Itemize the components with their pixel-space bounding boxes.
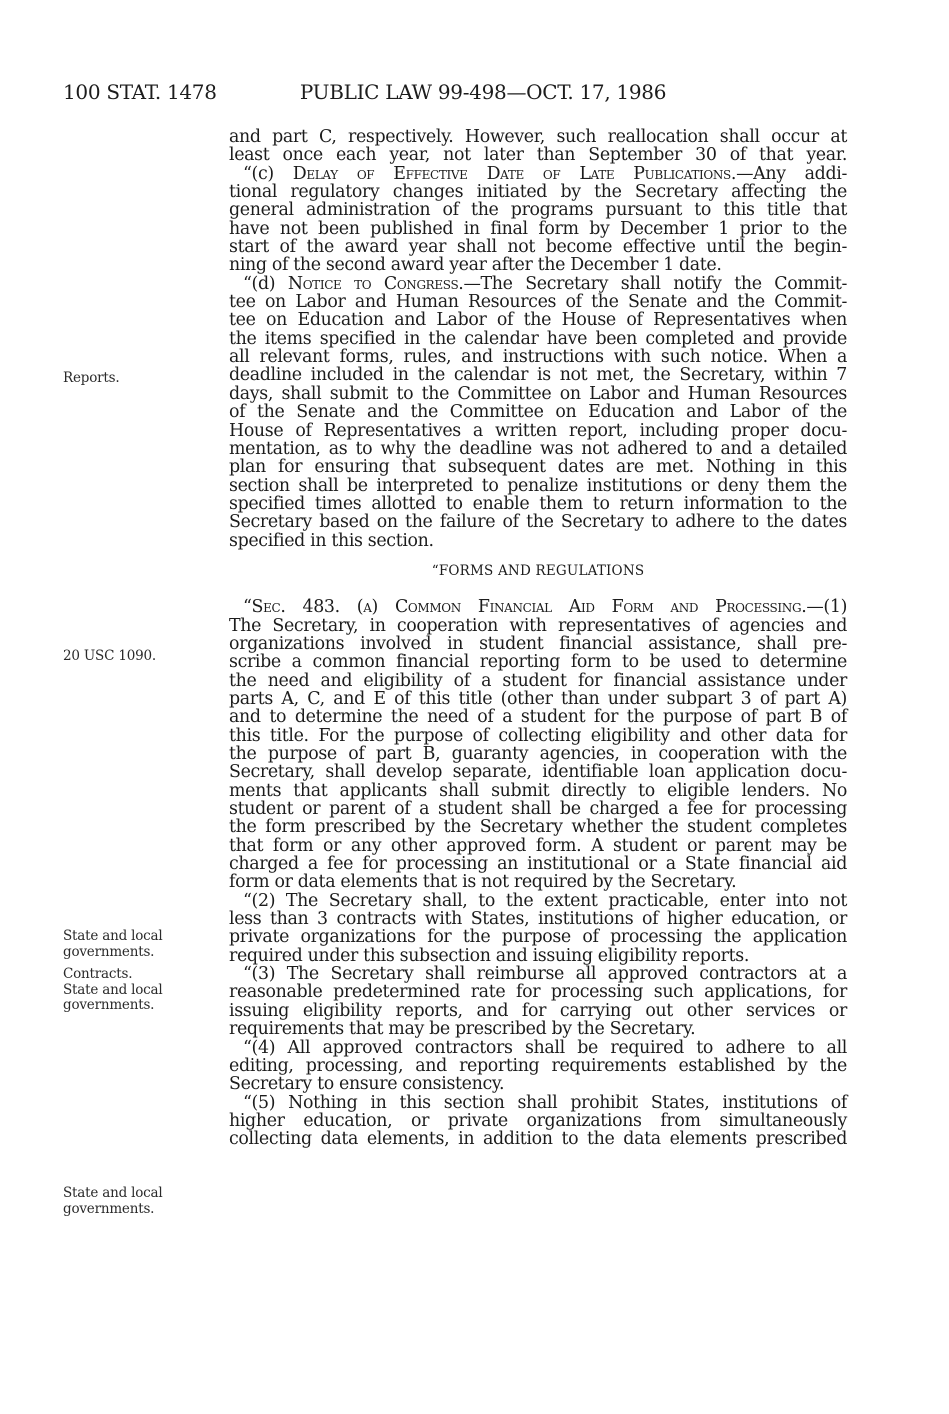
text-line: that form or any other approved form. A student or parent may be xyxy=(229,835,847,856)
text-line: reasonable predetermined rate for processing such applications, for xyxy=(229,982,847,1003)
text-line: days, shall submit to the Committee on Labor and Human Resources xyxy=(229,383,847,404)
text-line: all relevant forms, rules, and instructions with such notice. When a xyxy=(229,347,847,368)
text-line: ning of the second award year after the December 1 date. xyxy=(229,255,722,276)
text-line: general administration of the programs pursuant to this title that xyxy=(229,200,847,221)
text-line: charged a fee for processing an institutional or a State financial aid xyxy=(229,854,847,875)
subsection-d-title: Notice to Congress. xyxy=(287,273,464,294)
text-line: parts A, C, and E of this title (other than under subpart 3 of part A) xyxy=(229,688,847,709)
text-line: Secretary based on the failure of the Secretary to adhere to the dates xyxy=(229,512,847,533)
margin-note-contracts: Contracts. State and local governments. xyxy=(63,966,163,1013)
text-line: requirements that may be prescribed by the Secretary. xyxy=(229,1019,696,1040)
text-line: start of the award year shall not become effective until the begin- xyxy=(229,237,847,258)
text-line: scribe a common financial reporting form to be used to determine xyxy=(229,652,847,673)
text-line: less than 3 contracts with States, institutions of higher education, or xyxy=(229,909,847,930)
text-line: the items specified in the calendar have been completed and provide xyxy=(229,328,847,349)
text-line: and to determine the need of a student for the purpose of part B of xyxy=(229,707,847,728)
text-line: specified in this section. xyxy=(229,530,434,551)
margin-note-state-local-2: State and local governments. xyxy=(63,1185,163,1217)
text-line: plan for ensuring that subsequent dates are met. Nothing in this xyxy=(229,457,847,478)
section-483-title: Sec. 483. (a) Common Financial Aid Form and Processing. xyxy=(251,597,807,618)
margin-note-reports: Reports. xyxy=(63,370,120,386)
subsection-d-heading-line: “(d) Notice to Congress.—The Secretary shall notify the Commit- xyxy=(243,273,848,294)
text-line: tee on Education and Labor of the House of Representatives when xyxy=(229,310,847,331)
text-line: The Secretary, in cooperation with representatives of agencies and xyxy=(229,615,847,636)
text-line: section shall be interpreted to penalize institutions or deny them the xyxy=(229,475,847,496)
text-line: ments that applicants shall submit directly to eligible lenders. No xyxy=(229,780,847,801)
margin-note-state-local-1: State and local governments. xyxy=(63,928,163,960)
text-line: higher education, or private organizations from simultaneously xyxy=(229,1110,847,1131)
text-line: have not been published in final form by December 1 prior to the xyxy=(229,218,847,239)
text-line: the form prescribed by the Secretary whether the student completes xyxy=(229,817,847,838)
paragraph-5-line: “(5) Nothing in this section shall prohibit States, institutions of xyxy=(243,1092,847,1113)
text-line: required under this subsection and issuing eligibility reports. xyxy=(229,945,750,966)
page-header xyxy=(0,80,949,110)
text-line: of the Senate and the Committee on Education and Labor of the xyxy=(229,402,847,423)
paragraph-3-line: “(3) The Secretary shall reimburse all approved contractors at a xyxy=(243,964,847,985)
text-line: the need and eligibility of a student for financial assistance under xyxy=(229,670,847,691)
subsection-c-heading-line: “(c) Delay of Effective Date of Late Publications.—Any addi- xyxy=(243,163,847,184)
public-law-title: PUBLIC LAW 99-498—OCT. 17, 1986 xyxy=(299,80,667,104)
text-line: specified times allotted to enable them to return information to the xyxy=(229,493,847,514)
text-line: the purpose of part B, guaranty agencies, in cooperation with the xyxy=(229,744,847,764)
text-line: student or parent of a student shall be charged a fee for processing xyxy=(229,799,847,820)
text-line: Secretary to ensure consistency. xyxy=(229,1074,505,1095)
paragraph-2-line: “(2) The Secretary shall, to the extent practicable, enter into not xyxy=(243,890,847,911)
text-line: House of Representatives a written report, including proper docu- xyxy=(229,420,847,441)
text-line: this title. For the purpose of collecting eligibility and other data for xyxy=(229,725,847,746)
section-483-heading-line: “Sec. 483. (a) Common Financial Aid Form and Processing.—(1) xyxy=(243,597,847,618)
statute-page-number: 100 STAT. 1478 xyxy=(63,80,217,104)
subsection-c-title: Delay of Effective Date of Late Publications. xyxy=(292,163,737,184)
text-line: private organizations for the purpose of processing the application xyxy=(229,927,847,948)
text-line: and part C, respectively. However, such reallocation shall occur at xyxy=(229,127,847,147)
text-line: organizations involved in student financial assistance, shall pre- xyxy=(229,633,847,654)
text-line: editing, processing, and reporting requirements established by the xyxy=(229,1055,847,1076)
margin-note-usc-citation: 20 USC 1090. xyxy=(63,648,156,664)
paragraph-4-line: “(4) All approved contractors shall be required to adhere to all xyxy=(243,1037,847,1058)
text-line: mentation, as to why the deadline was not adhered to and a detailed xyxy=(229,438,847,459)
text-line: Secretary, shall develop separate, identifiable loan application docu- xyxy=(229,762,847,783)
text-line: issuing eligibility reports, and for carrying out other services or xyxy=(229,1000,847,1021)
text-line: tee on Labor and Human Resources of the Senate and the Commit- xyxy=(229,292,847,313)
text-line: form or data elements that is not required by the Secretary. xyxy=(229,872,737,893)
text-line: tional regulatory changes initiated by the Secretary affecting the xyxy=(229,182,847,203)
law-text-body xyxy=(229,128,847,1149)
text-line: deadline included in the calendar is not met, the Secretary, within 7 xyxy=(229,365,847,386)
text-line: least once each year, not later than September 30 of that year. xyxy=(229,145,847,166)
section-heading-forms-and-regulations: “FORMS AND REGULATIONS xyxy=(431,562,645,579)
text-line: collecting data elements, in addition to the data elements prescribed xyxy=(229,1129,847,1150)
